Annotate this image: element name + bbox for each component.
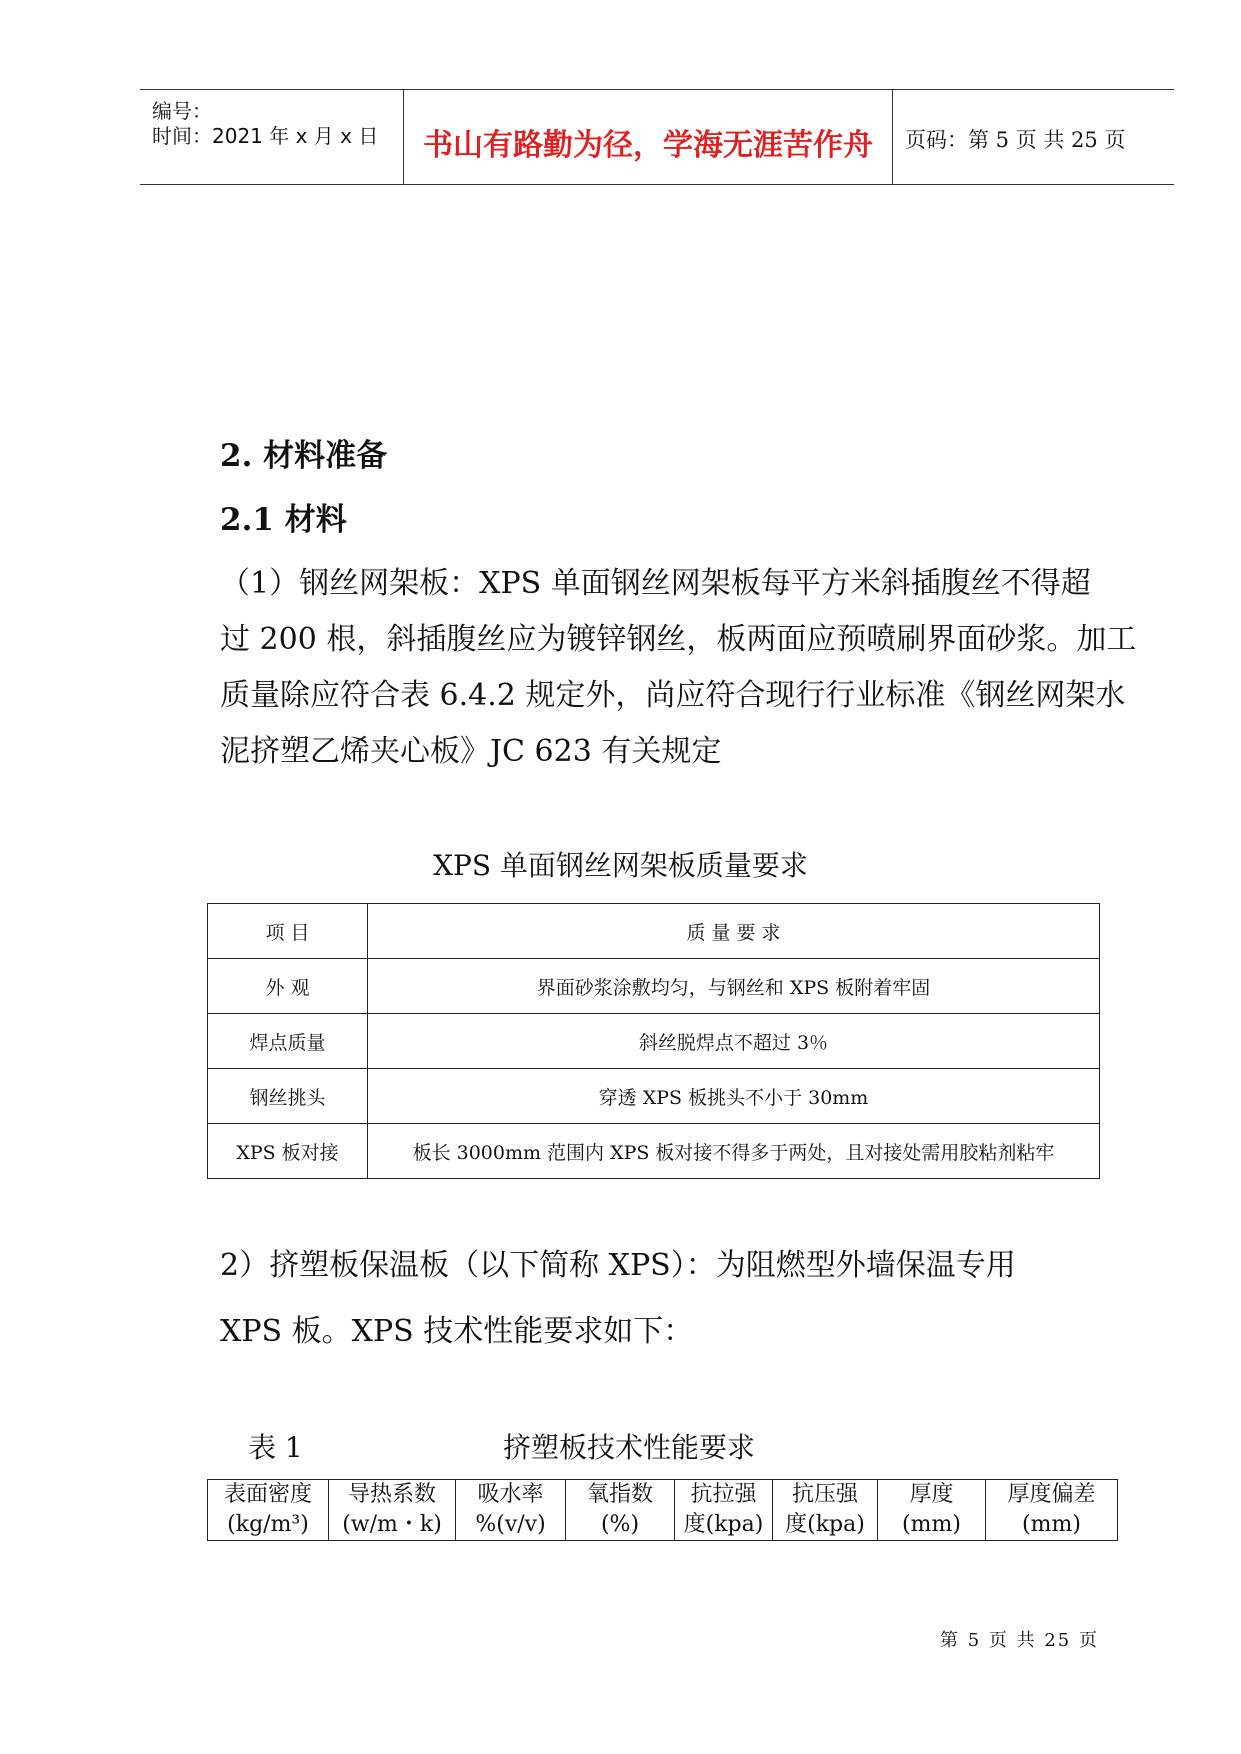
table-header-cell: 抗压强 度(kpa) xyxy=(773,1480,878,1541)
table-header-cell: 表面密度 (kg/m³) xyxy=(208,1480,329,1541)
header-meta-cell xyxy=(140,90,404,184)
table-cell: 板长 3000mm 范围内 XPS 板对接不得多于两处，且对接处需用胶粘剂粘牢 xyxy=(368,1124,1100,1179)
table-header-row xyxy=(208,904,1100,959)
paragraph-line: 过 200 根，斜插腹丝应为镀锌钢丝，板两面应预喷刷界面砂浆。加工 xyxy=(220,622,1137,657)
document-header xyxy=(140,89,1174,185)
table-row xyxy=(208,959,1100,1014)
table-cell: 焊点质量 xyxy=(208,1014,368,1069)
subsection-heading: 2.1 材料 xyxy=(220,502,347,538)
table-header-cell: 导热系数 (w/m・k) xyxy=(329,1480,456,1541)
table-cell: 钢丝挑头 xyxy=(208,1069,368,1124)
table-cell: 斜丝脱焊点不超过 3％ xyxy=(368,1014,1100,1069)
table-caption: XPS 单面钢丝网架板质量要求 xyxy=(433,849,808,882)
table-row xyxy=(208,1014,1100,1069)
table-row xyxy=(208,1124,1100,1179)
table-header-cell: 氧指数 (%) xyxy=(566,1480,675,1541)
table-cell: 界面砂浆涂敷均匀，与钢丝和 XPS 板附着牢固 xyxy=(368,959,1100,1014)
paragraph-line: （1）钢丝网架板：XPS 单面钢丝网架板每平方米斜插腹丝不得超 xyxy=(220,566,1091,601)
table-label: 表 1 xyxy=(248,1431,303,1464)
footer-page-number: 第 5 页 共 25 页 xyxy=(940,1630,1099,1651)
paragraph-line: 泥挤塑乙烯夹心板》JC 623 有关规定 xyxy=(220,734,722,769)
table-cell: 外 观 xyxy=(208,959,368,1014)
table-header-cell: 厚度 (mm) xyxy=(878,1480,986,1541)
table-header-cell: 吸水率 %(v/v) xyxy=(456,1480,566,1541)
section-heading: 2. 材料准备 xyxy=(220,438,388,474)
header-motto: 书山有路勤为径，学海无涯苦作舟 xyxy=(423,128,873,163)
table-row xyxy=(208,1069,1100,1124)
table-cell: 穿透 XPS 板挑头不小于 30mm xyxy=(368,1069,1100,1124)
quality-requirements-table xyxy=(207,903,1100,1179)
table-header-cell: 抗拉强 度(kpa) xyxy=(675,1480,773,1541)
table-header-cell: 项 目 xyxy=(208,904,368,959)
document-date-label: 时间：2021 年 x 月 x 日 xyxy=(152,124,379,148)
table-header-cell: 质 量 要 求 xyxy=(368,904,1100,959)
paragraph-line: XPS 板。XPS 技术性能要求如下： xyxy=(220,1314,694,1349)
table-cell: XPS 板对接 xyxy=(208,1124,368,1179)
header-page-number: 页码：第 5 页 共 25 页 xyxy=(905,128,1126,152)
header-page-cell xyxy=(893,90,1174,184)
table-title: 挤塑板技术性能要求 xyxy=(503,1431,756,1464)
header-motto-cell xyxy=(404,90,893,184)
document-number-label: 编号： xyxy=(152,99,212,123)
paragraph-line: 2）挤塑板保温板（以下简称 XPS）：为阻燃型外墙保温专用 xyxy=(220,1248,1016,1283)
table-header-row xyxy=(208,1480,1118,1541)
xps-performance-table xyxy=(207,1479,1118,1541)
table-header-cell: 厚度偏差 (mm) xyxy=(986,1480,1118,1541)
paragraph-line: 质量除应符合表 6.4.2 规定外，尚应符合现行行业标准《钢丝网架水 xyxy=(220,678,1126,713)
